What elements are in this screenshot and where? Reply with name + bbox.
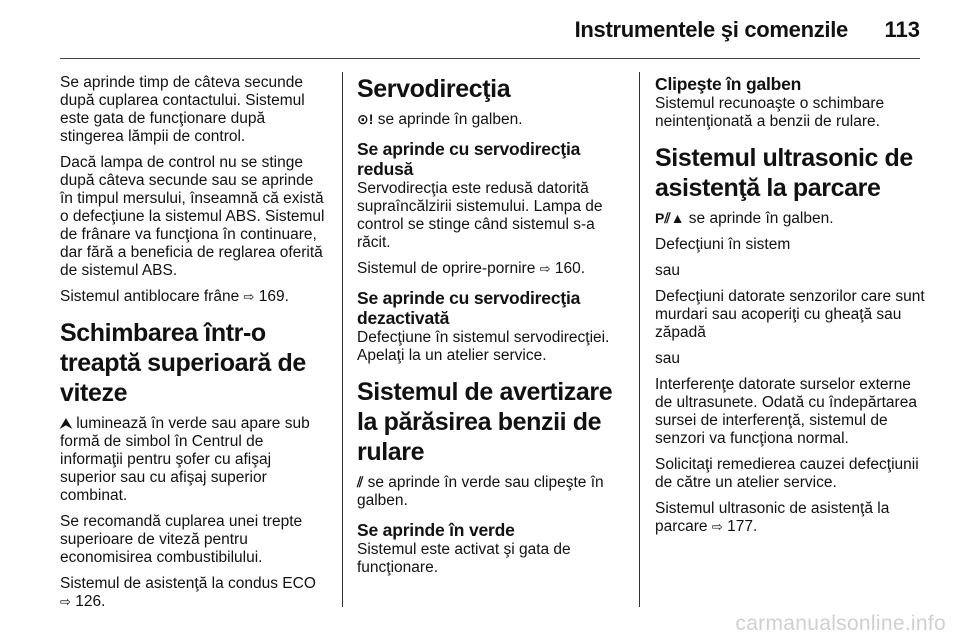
paragraph: ⮝ luminează în verde sau apare sub formă de simbol în Centrul de informaţii pentru şofer cu afişaj superior sau cu afişaj superior combinat.	[60, 415, 310, 504]
subsection-heading: Se aprinde cu servodirecţia dezactivată	[357, 288, 581, 328]
column-right	[655, 74, 925, 544]
paragraph: sau	[655, 262, 680, 279]
cross-reference-icon[interactable]: ⇨	[711, 519, 723, 534]
watermark: carmanualsonline.info	[735, 612, 946, 635]
paragraph: Sistemul antiblocare frâne ⇨ 169.	[60, 288, 289, 305]
paragraph: ⊙! se aprinde în galben.	[357, 111, 523, 128]
column-middle	[357, 74, 627, 585]
subsection-heading: Se aprinde în verde	[357, 520, 515, 540]
paragraph: P⫽▲ se aprinde în galben.	[655, 210, 834, 227]
subsection-heading: Se aprinde cu servodirecţia redusă	[357, 139, 581, 179]
paragraph: Sistemul ultrasonic de asistenţă la parcare ⇨ 177.	[655, 500, 890, 535]
paragraph: Defecţiuni în sistem	[655, 236, 791, 253]
paragraph: Se aprinde timp de câteva secunde după cuplarea contactului. Sistemul este gata de funcţionare după stingerea lămpii de control.	[60, 74, 305, 145]
parking-assist-icon: P⫽▲	[655, 210, 685, 226]
paragraph: Dacă lampa de control nu se stinge după câteva secunde sau se aprinde în timpul mersului, înseamnă că există o defecţiune la sistemul ABS. Sistemul de frânare va funcţiona în continuare, dar fără a beneficia de reglarea oferită de sistemul ABS.	[60, 154, 325, 279]
header-rule	[60, 58, 920, 59]
paragraph: Sistemul de asistenţă la condus ECO ⇨ 126.	[60, 575, 316, 610]
column-left	[60, 74, 330, 619]
section-heading: Sistemul de avertizare la părăsirea benzii de rulare	[357, 378, 613, 466]
paragraph: Interferenţe datorate surselor externe de ultrasunete. Odată cu îndepărtarea sursei de interferenţă, sistemul de senzori va funcţiona normal.	[655, 376, 917, 447]
subsection-heading: Clipeşte în galben	[655, 74, 802, 94]
column-divider	[639, 72, 640, 607]
steering-warning-icon: ⊙!	[357, 111, 374, 127]
page-reference[interactable]: 126.	[75, 593, 106, 610]
paragraph: Sistemul este activat şi gata de funcţionare.	[357, 541, 571, 576]
paragraph: ⫽ se aprinde în verde sau clipeşte în galben.	[357, 474, 604, 509]
page-reference[interactable]: 177.	[727, 518, 758, 535]
paragraph: Se recomandă cuplarea unei trepte superioare de viteză pentru economisirea combustibilului.	[60, 513, 303, 566]
lane-departure-icon: ⫽	[357, 474, 364, 490]
paragraph: Sistemul de oprire-pornire ⇨ 160.	[357, 260, 586, 277]
section-heading: Sistemul ultrasonic de asistenţă la parcare	[655, 144, 913, 202]
column-divider	[342, 72, 343, 607]
page-title: Instrumentele şi comenzile	[574, 17, 848, 42]
paragraph: sau	[655, 350, 680, 367]
page-reference[interactable]: 169.	[258, 288, 289, 305]
paragraph: Servodirecţia este redusă datorită supraîncălzirii sistemului. Lampa de control se stinge când sistemul s-a răcit.	[357, 180, 603, 251]
page-reference[interactable]: 160.	[554, 260, 586, 277]
paragraph: Defecţiuni datorate senzorilor care sunt murdari sau acoperiţi cu gheaţă sau zăpadă	[655, 288, 925, 341]
page-header	[0, 0, 960, 56]
paragraph: Sistemul recunoaşte o schimbare neintenţionată a benzii de rulare.	[655, 95, 885, 130]
cross-reference-icon[interactable]: ⇨	[60, 594, 71, 609]
paragraph: Defecţiune în sistemul servodirecţiei. Apelaţi la un atelier service.	[357, 329, 610, 364]
cross-reference-icon[interactable]: ⇨	[243, 289, 255, 304]
page-number: 113	[884, 17, 920, 42]
section-heading: Schimbarea într-o treaptă superioară de viteze	[60, 319, 306, 407]
cross-reference-icon[interactable]: ⇨	[539, 261, 551, 276]
paragraph: Solicitaţi remedierea cauzei defecţiunii de către un atelier service.	[655, 456, 919, 491]
section-heading: Servodirecţia	[357, 75, 511, 103]
upshift-arrow-icon: ⮝	[60, 415, 72, 431]
